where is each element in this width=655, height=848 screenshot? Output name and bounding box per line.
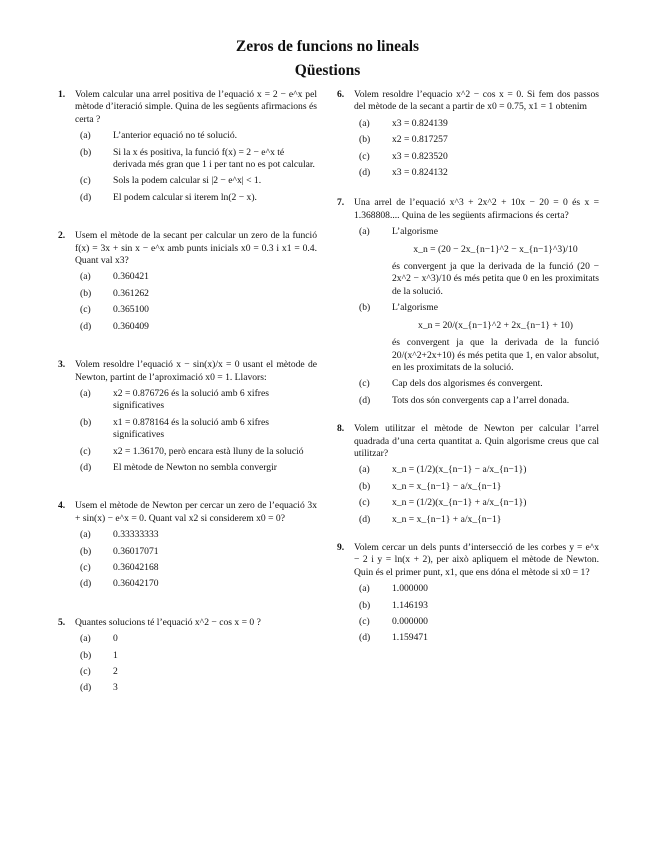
- option-text: 0.365100: [113, 304, 149, 316]
- option: [75, 650, 317, 662]
- option-label: (c): [359, 150, 370, 162]
- option-text: x3 = 0.823520: [392, 150, 448, 162]
- option-label: (b): [359, 134, 371, 146]
- option-text: 2: [113, 666, 118, 677]
- question-stem: Volem cercar un dels punts d’intersecció de les corbes y = e^x − 2 i y = ln(x + 2), per això apliquem el mètode de Newton. Quin és el primer punt, x1, que ens dóna el mètode si x0 = 1?: [354, 541, 599, 578]
- option-label: (a): [80, 633, 91, 645]
- question-number: 9.: [337, 541, 345, 553]
- option: [75, 175, 317, 187]
- option-lead: L’algorisme: [392, 226, 439, 238]
- option-text: x2 = 1.36170, però encara està lluny de la solució: [113, 445, 304, 457]
- option: [354, 302, 599, 374]
- option: [75, 546, 317, 558]
- option: [354, 514, 599, 526]
- question-number: 3.: [58, 359, 66, 371]
- option-label: (c): [80, 445, 91, 457]
- option-text: Sols la podem calcular si |2 − e^x| < 1.: [113, 175, 262, 187]
- question-5: [58, 617, 317, 695]
- question-stem: Usem el mètode de Newton per cercar un zero de l’equació 3x + sin(x) − e^x = 0. Quant val x2 si considerem x0 = 0?: [75, 500, 317, 524]
- option-label: (a): [359, 583, 370, 595]
- option-text: és convergent ja que la derivada de la funció (20 − 2x^2 − x^3)/10 és més petita que 0 en les proximitats de la solució.: [392, 261, 599, 297]
- option-label: (d): [80, 578, 92, 590]
- option: [354, 481, 599, 493]
- option: [75, 529, 317, 541]
- option-label: (b): [359, 599, 371, 611]
- option-label: (b): [80, 545, 92, 557]
- left-column: [58, 89, 317, 721]
- option-text: 0.000000: [392, 616, 428, 627]
- option: [75, 271, 317, 283]
- option-text: Tots dos són convergents cap a l’arrel donada.: [392, 394, 570, 406]
- option-text: L’anterior equació no té solució.: [113, 130, 238, 142]
- option-label: (a): [359, 464, 370, 476]
- question-number: 4.: [58, 500, 66, 512]
- option-text: 1.000000: [392, 583, 428, 595]
- option-text: 0.360421: [113, 271, 149, 283]
- algorithm-formula: x_n = 20/(x_{n−1}^2 + 2x_{n−1} + 10): [418, 319, 573, 331]
- option-label: (c): [80, 175, 91, 187]
- option: [75, 388, 317, 413]
- question-stem: Quantes solucions té l’equació x^2 − cos x = 0 ?: [75, 616, 261, 628]
- option-label: (d): [80, 461, 92, 473]
- option: [75, 147, 317, 172]
- question-2: [58, 230, 317, 333]
- option-label: (a): [359, 226, 370, 238]
- question-stem: Volem calcular una arrel positiva de l’equació x = 2 − e^x pel mètode d’iteració simple. Quina de les següents afirmacions és certa ?: [75, 89, 317, 125]
- question-stem: Volem resoldre l’equacio x^2 − cos x = 0. Si fem dos passos del mètode de la secant a partir de x0 = 0.75, x1 = 1 obtenim: [354, 89, 599, 113]
- question-number: 6.: [337, 89, 345, 100]
- algorithm-formula: x_n = (20 − 2x_{n−1}^2 − x_{n−1}^3)/10: [413, 243, 578, 255]
- option-label: (b): [359, 480, 371, 492]
- question-number: 7.: [337, 197, 345, 209]
- question-9: [337, 542, 599, 645]
- option-label: (a): [80, 130, 91, 142]
- option: [354, 497, 599, 509]
- option-text: x2 = 0.817257: [392, 134, 448, 146]
- option-label: (c): [359, 616, 370, 627]
- question-stem: Una arrel de l’equació x^3 + 2x^2 + 10x − 20 = 0 és x = 1.368808.... Quina de les següents afirmacions és certa?: [354, 197, 599, 221]
- option: [75, 462, 317, 474]
- option-label: (d): [359, 513, 371, 525]
- option: [354, 395, 599, 407]
- option: [75, 562, 317, 574]
- option-text: 1.146193: [392, 599, 428, 611]
- option-text: és convergent ja que la derivada de la funció 20/(x^2+2x+10) és més petita que 1, en valor absolut, en les proximitats de la solució.: [392, 337, 599, 373]
- option-text: 0.360409: [113, 320, 149, 332]
- question-stem: Volem utilitzar el mètode de Newton per calcular l’arrel quadrada d’una certa quantitat a. Quin algorisme creus que cal utilitzar?: [354, 423, 599, 459]
- option-label: (d): [359, 394, 371, 406]
- question-stem: Volem resoldre l’equació x − sin(x)/x = 0 usant el mètode de Newton, partint de l’aproximació x0 = 1. Llavors:: [75, 359, 317, 383]
- option-label: (d): [80, 191, 92, 203]
- option-label: (c): [80, 304, 91, 316]
- page-title: Zeros de funcions no lineals: [235, 38, 420, 55]
- option-text: 0.361262: [113, 287, 149, 299]
- option: [354, 632, 599, 644]
- option: [75, 446, 317, 458]
- option: [354, 118, 599, 130]
- option-label: (b): [359, 302, 371, 314]
- option-text: x3 = 0.824139: [392, 117, 448, 129]
- option: [354, 616, 599, 628]
- option: [354, 134, 599, 146]
- option-text: 0.36017071: [113, 545, 159, 557]
- option: [75, 321, 317, 333]
- option: [75, 633, 317, 645]
- option-text: x_n = x_{n−1} + a/x_{n−1}: [392, 513, 502, 525]
- option-text: El podem calcular si iterem ln(2 − x).: [113, 191, 257, 203]
- question-1: [58, 89, 317, 204]
- option-text: 0: [113, 633, 118, 645]
- option-text: El mètode de Newton no sembla convergir: [113, 461, 277, 473]
- option-label: (a): [80, 387, 91, 399]
- option-label: (a): [80, 271, 91, 283]
- option-label: (a): [359, 117, 370, 129]
- option-text: x1 = 0.878164 és la solució amb 6 xifres significatives: [113, 416, 269, 441]
- option-label: (b): [80, 649, 92, 661]
- option-label: (c): [80, 561, 91, 573]
- option: [354, 151, 599, 163]
- option-text: 1: [113, 649, 118, 661]
- option: [354, 464, 599, 476]
- option: [354, 600, 599, 612]
- option-label: (d): [80, 320, 92, 332]
- question-stem: Usem el mètode de la secant per calcular un zero de la funció f(x) = 3x + sin x − e^x amb punts inicials x0 = 0.3 i x1 = 0.4. Quant val x3?: [75, 230, 317, 267]
- option-text: 0.33333333: [113, 529, 159, 541]
- option-text: x_n = x_{n−1} − a/x_{n−1}: [392, 480, 502, 492]
- option-text: x2 = 0.876726 és la solució amb 6 xifres significatives: [113, 387, 269, 412]
- option: [75, 192, 317, 204]
- option-label: (d): [359, 167, 371, 179]
- question-6: [337, 89, 599, 179]
- question-4: [58, 500, 317, 590]
- option-label: (d): [359, 632, 371, 644]
- option: [354, 378, 599, 390]
- option-label: (c): [359, 378, 370, 390]
- question-number: 2.: [58, 230, 66, 242]
- option: [75, 682, 317, 694]
- option-text: Si la x és positiva, la funció f(x) = 2 − e^x té derivada més gran que 1 i per tant no es pot calcular.: [113, 146, 315, 171]
- option-label: (d): [80, 682, 92, 694]
- option: [75, 666, 317, 678]
- option: [354, 583, 599, 595]
- option: [75, 130, 317, 142]
- option-text: 3: [113, 682, 118, 694]
- question-number: 8.: [337, 423, 345, 435]
- question-3: [58, 359, 317, 474]
- question-7: [337, 197, 599, 407]
- option: [354, 167, 599, 179]
- right-column: [337, 89, 599, 671]
- option-label: (b): [80, 146, 92, 158]
- option: [75, 578, 317, 590]
- option-text: 0.36042170: [113, 578, 159, 590]
- option-text: x3 = 0.824132: [392, 167, 448, 179]
- option: [75, 417, 317, 442]
- option-label: (b): [80, 287, 92, 299]
- question-number: 5.: [58, 616, 66, 628]
- option-label: (a): [80, 529, 91, 541]
- page-subtitle: Qüestions: [294, 62, 361, 79]
- question-8: [337, 423, 599, 526]
- option-label: (c): [359, 497, 370, 509]
- option-lead: L’algorisme: [392, 302, 439, 314]
- option-text: 1.159471: [392, 632, 428, 644]
- option-label: (b): [80, 416, 92, 428]
- option-text: x_n = (1/2)(x_{n−1} + a/x_{n−1}): [392, 497, 527, 509]
- option: [75, 304, 317, 316]
- option-text: 0.36042168: [113, 561, 159, 573]
- option-label: (c): [80, 666, 91, 677]
- option: [354, 226, 599, 298]
- question-number: 1.: [58, 89, 66, 100]
- option: [75, 288, 317, 300]
- option-text: x_n = (1/2)(x_{n−1} − a/x_{n−1}): [392, 464, 527, 476]
- option-text: Cap dels dos algorismes és convergent.: [392, 378, 543, 390]
